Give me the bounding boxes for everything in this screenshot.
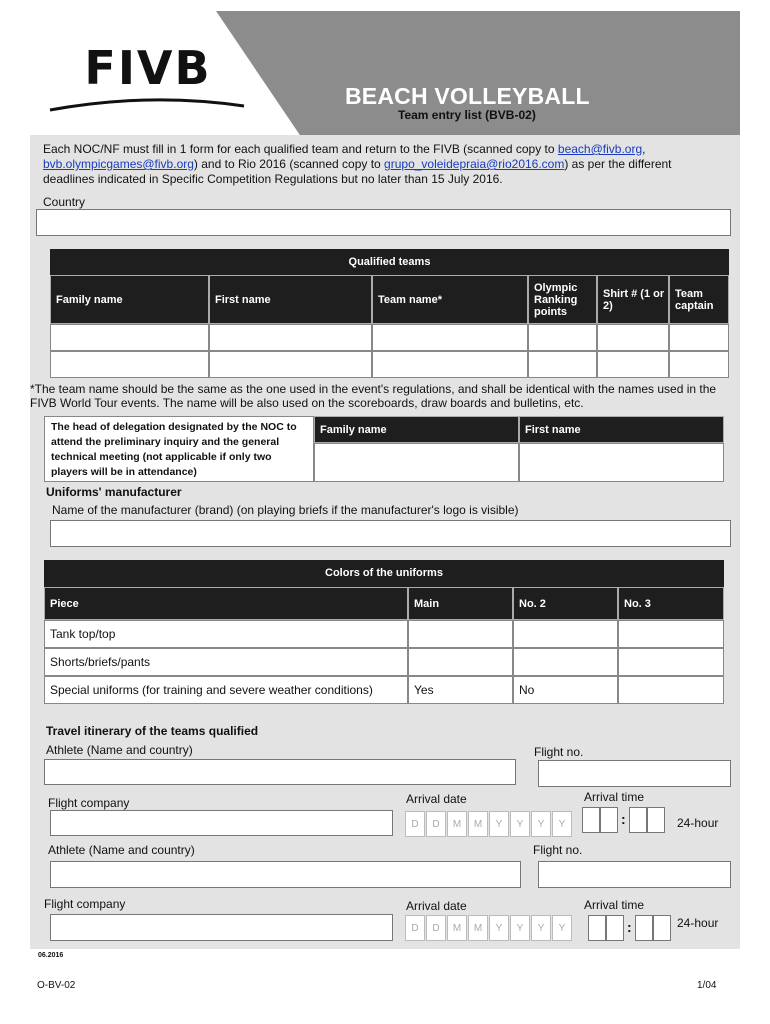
team-cell[interactable]: [50, 351, 209, 378]
team-cell[interactable]: [209, 351, 372, 378]
country-input[interactable]: [36, 209, 731, 236]
time-digit[interactable]: [653, 915, 671, 941]
date-digit[interactable]: D: [426, 811, 446, 837]
email-link-olympic[interactable]: bvb.olympicgames@fivb.org: [43, 157, 194, 171]
intro-part: ) as per the different deadlines indicated in Specific Competition Regulations but no later than 15 July 2016.: [43, 157, 672, 186]
hour-format-label: 24-hour: [677, 816, 719, 830]
arrival-date-label: Arrival date: [406, 792, 467, 806]
flight-company-input[interactable]: [50, 810, 393, 836]
delegation-first-input[interactable]: [519, 443, 724, 482]
color-cell[interactable]: [618, 620, 724, 648]
athlete-label: Athlete (Name and country): [46, 743, 193, 757]
time-digit[interactable]: [647, 807, 665, 833]
col-family-name: Family name: [50, 275, 209, 324]
color-cell[interactable]: [618, 648, 724, 676]
flight-no-label: Flight no.: [533, 843, 583, 857]
flight-no-input[interactable]: [538, 760, 731, 787]
date-digit[interactable]: Y: [510, 811, 530, 837]
color-cell[interactable]: [513, 620, 618, 648]
athlete-input[interactable]: [44, 759, 516, 785]
date-digit[interactable]: D: [405, 811, 425, 837]
col-main: Main: [408, 587, 513, 620]
team-cell[interactable]: [209, 324, 372, 351]
col-first-name: First name: [209, 275, 372, 324]
form-code: O-BV-02: [37, 980, 76, 991]
athlete-label: Athlete (Name and country): [48, 843, 195, 857]
date-digit[interactable]: Y: [531, 811, 551, 837]
travel-title: Travel itinerary of the teams qualified: [46, 724, 259, 738]
flight-company-label: Flight company: [48, 796, 130, 810]
color-cell[interactable]: Yes: [408, 676, 513, 704]
team-cell[interactable]: [372, 351, 528, 378]
col-team-name: Team name*: [372, 275, 528, 324]
flight-company-input[interactable]: [50, 914, 393, 941]
email-link-rio[interactable]: grupo_voleidepraia@rio2016.com: [384, 157, 565, 171]
arrival-date-label: Arrival date: [406, 899, 467, 913]
hour-format-label: 24-hour: [677, 916, 719, 930]
color-row-piece: Shorts/briefs/pants: [44, 648, 408, 676]
flight-no-label: Flight no.: [534, 745, 584, 759]
delegation-label: The head of delegation designated by the NOC to attend the preliminary inquiry and the general technical meeting (not applicable if only two players will be in attendance): [44, 416, 314, 482]
manufacturer-label: Name of the manufacturer (brand) (on playing briefs if the manufacturer's logo is visible): [52, 503, 519, 517]
date-digit[interactable]: Y: [489, 915, 509, 941]
time-separator: :: [621, 811, 626, 828]
team-cell[interactable]: [597, 351, 669, 378]
color-cell[interactable]: [618, 676, 724, 704]
email-link-fivb[interactable]: beach@fivb.org: [557, 142, 643, 156]
date-digit[interactable]: M: [447, 915, 467, 941]
date-digit[interactable]: M: [447, 811, 467, 837]
col-no2: No. 2: [513, 587, 618, 620]
color-cell[interactable]: [408, 648, 513, 676]
athlete-input[interactable]: [50, 861, 521, 888]
color-row-piece: Tank top/top: [44, 620, 408, 648]
date-digit[interactable]: M: [468, 915, 488, 941]
time-digit[interactable]: [582, 807, 600, 833]
col-ranking-points: Olympic Ranking points: [528, 275, 597, 324]
page-subtitle: Team entry list (BVB-02): [398, 108, 536, 122]
team-name-note: *The team name should be the same as the one used in the event's regulations, and shall be identical with the names used in the FIVB World Tour events. The name will be also used on the scoreboards, draw boards and bulletins, etc.: [30, 382, 717, 410]
team-cell[interactable]: [597, 324, 669, 351]
fivb-logo: [48, 40, 248, 115]
color-cell[interactable]: No: [513, 676, 618, 704]
intro-part: Each NOC/NF must fill in 1 form for each qualified team and return to the FIVB (scanned copy to: [43, 142, 558, 156]
col-no3: No. 3: [618, 587, 724, 620]
arrival-time-label: Arrival time: [584, 790, 645, 804]
arrival-time-input[interactable]: [582, 807, 665, 833]
delegation-family-input[interactable]: [314, 443, 519, 482]
time-digit[interactable]: [635, 915, 653, 941]
flight-no-input[interactable]: [538, 861, 731, 888]
col-shirt-number: Shirt # (1 or 2): [597, 275, 669, 324]
time-digit[interactable]: [629, 807, 647, 833]
logo-wordmark: FIVB: [84, 41, 212, 95]
intro-part: ,: [642, 142, 646, 156]
colors-header: Colors of the uniforms: [44, 560, 724, 587]
team-cell[interactable]: [528, 324, 597, 351]
team-cell[interactable]: [669, 324, 729, 351]
intro-part: ) and to Rio 2016 (scanned copy to: [193, 157, 385, 171]
team-cell[interactable]: [528, 351, 597, 378]
col-piece: Piece: [44, 587, 408, 620]
date-digit[interactable]: D: [426, 915, 446, 941]
team-cell[interactable]: [669, 351, 729, 378]
time-separator: :: [627, 919, 632, 936]
manufacturer-title: Uniforms' manufacturer: [46, 485, 182, 499]
flight-company-label: Flight company: [44, 897, 126, 911]
arrival-time-label: Arrival time: [584, 898, 645, 912]
date-digit[interactable]: D: [405, 915, 425, 941]
color-cell[interactable]: [513, 648, 618, 676]
team-cell[interactable]: [372, 324, 528, 351]
arrival-date-input[interactable]: [405, 811, 573, 837]
date-digit[interactable]: Y: [531, 915, 551, 941]
arrival-date-input[interactable]: [405, 915, 573, 941]
page-number: 1/04: [697, 980, 717, 991]
country-label: Country: [43, 195, 86, 209]
color-row-piece: Special uniforms (for training and severe weather conditions): [44, 676, 408, 704]
color-cell[interactable]: [408, 620, 513, 648]
form-date: 06.2016: [38, 952, 64, 959]
time-digit[interactable]: [606, 915, 624, 941]
arrival-time-input[interactable]: [588, 915, 671, 941]
date-digit[interactable]: Y: [552, 811, 572, 837]
intro-text: [43, 142, 723, 187]
team-cell[interactable]: [50, 324, 209, 351]
qualified-teams-header: Qualified teams: [50, 249, 729, 275]
col-team-captain: Team captain: [669, 275, 729, 324]
manufacturer-input[interactable]: [50, 520, 731, 547]
time-digit[interactable]: [600, 807, 618, 833]
date-digit[interactable]: Y: [510, 915, 530, 941]
date-digit[interactable]: M: [468, 811, 488, 837]
date-digit[interactable]: Y: [489, 811, 509, 837]
time-digit[interactable]: [588, 915, 606, 941]
delegation-first-header: First name: [519, 416, 724, 443]
delegation-family-header: Family name: [314, 416, 519, 443]
date-digit[interactable]: Y: [552, 915, 572, 941]
page-title: BEACH VOLLEYBALL: [345, 83, 590, 109]
